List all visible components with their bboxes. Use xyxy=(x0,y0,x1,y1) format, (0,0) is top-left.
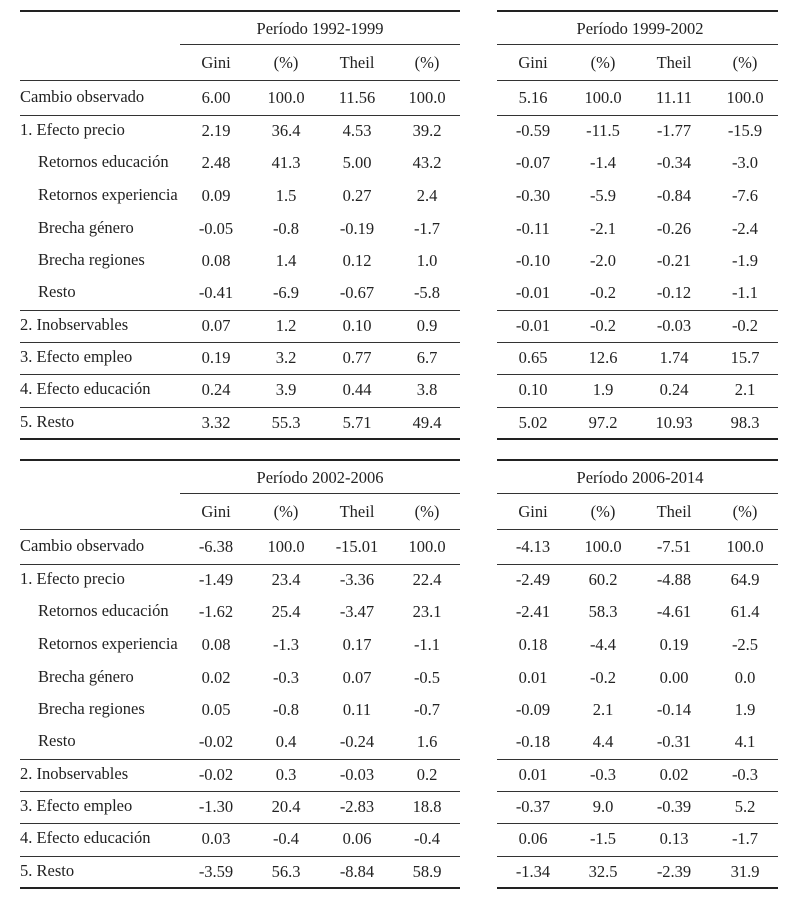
row-label: 2. Inobservables xyxy=(20,315,129,334)
table-cell: 0.65 xyxy=(518,348,548,367)
row-separator xyxy=(20,310,460,311)
table-cell: 5.02 xyxy=(518,413,548,432)
table-cell: 2.19 xyxy=(201,121,231,140)
table-cell: 0.10 xyxy=(342,316,372,335)
header-underline xyxy=(20,529,460,530)
table-cell: -0.8 xyxy=(272,700,300,719)
table-cell: -1.77 xyxy=(656,121,692,140)
table-cell: 3.2 xyxy=(275,348,297,367)
table-cell: -0.11 xyxy=(516,219,550,238)
row-separator xyxy=(20,564,460,565)
table-cell: -2.49 xyxy=(515,570,551,589)
table-cell: 97.2 xyxy=(588,413,618,432)
table-cell: -3.0 xyxy=(731,153,759,172)
table-cell: -0.2 xyxy=(731,316,759,335)
table-cell: -5.9 xyxy=(589,186,617,205)
row-separator xyxy=(20,791,460,792)
row-separator xyxy=(20,115,460,116)
row-separator xyxy=(497,115,778,116)
table-cell: 1.9 xyxy=(592,380,614,399)
table-cell: 1.74 xyxy=(659,348,689,367)
table-cell: -0.2 xyxy=(589,316,617,335)
table-cell: 36.4 xyxy=(271,121,301,140)
table-cell: 23.1 xyxy=(412,602,442,621)
column-header: (%) xyxy=(414,53,440,72)
table-cell: 1.6 xyxy=(416,732,438,751)
table-cell: 4.53 xyxy=(342,121,372,140)
table-cell: 0.03 xyxy=(201,829,231,848)
table-cell: -0.14 xyxy=(656,700,692,719)
table-cell: 6.7 xyxy=(416,348,438,367)
table-cell: -0.05 xyxy=(198,219,234,238)
row-separator xyxy=(20,856,460,857)
table-cell: 61.4 xyxy=(730,602,760,621)
row-label: 5. Resto xyxy=(20,861,75,880)
table-cell: 22.4 xyxy=(412,570,442,589)
table-bottom-rule xyxy=(20,438,460,440)
table-cell: 98.3 xyxy=(730,413,760,432)
table-cell: -0.07 xyxy=(515,153,551,172)
table-cell: 39.2 xyxy=(412,121,442,140)
table-cell: 0.4 xyxy=(275,732,297,751)
row-label: 3. Efecto empleo xyxy=(20,347,133,366)
table-cell: 4.4 xyxy=(592,732,614,751)
table-cell: 58.9 xyxy=(412,862,442,881)
row-separator xyxy=(497,374,778,375)
table-cell: -7.6 xyxy=(731,186,759,205)
table-cell: 0.02 xyxy=(659,765,689,784)
table-cell: -0.3 xyxy=(272,668,300,687)
row-label: Retornos educación xyxy=(38,152,169,171)
header-underline xyxy=(497,80,778,81)
table-cell: -0.2 xyxy=(589,283,617,302)
table-cell: -4.61 xyxy=(656,602,692,621)
table-cell: -0.24 xyxy=(339,732,375,751)
table-cell: 100.0 xyxy=(408,537,446,556)
row-separator xyxy=(497,759,778,760)
row-separator xyxy=(497,856,778,857)
table-cell: -0.02 xyxy=(198,765,234,784)
table-cell: 100.0 xyxy=(584,537,622,556)
table-cell: -7.51 xyxy=(656,537,692,556)
table-cell: -1.62 xyxy=(198,602,234,621)
table-cell: 5.16 xyxy=(518,88,548,107)
table-cell: 25.4 xyxy=(271,602,301,621)
table-cell: -3.47 xyxy=(339,602,375,621)
row-label: Cambio observado xyxy=(20,87,145,106)
row-label: 1. Efecto precio xyxy=(20,120,125,139)
table-cell: -5.8 xyxy=(413,283,441,302)
table-cell: 60.2 xyxy=(588,570,618,589)
table-cell: 0.08 xyxy=(201,635,231,654)
table-cell: -0.67 xyxy=(339,283,375,302)
table-cell: 2.1 xyxy=(592,700,614,719)
column-header: Gini xyxy=(201,53,231,72)
row-label: Brecha género xyxy=(38,218,134,237)
table-cell: 0.01 xyxy=(518,668,548,687)
table-cell: 41.3 xyxy=(271,153,301,172)
table-cell: -1.9 xyxy=(731,251,759,270)
row-label: Cambio observado xyxy=(20,536,145,555)
table-cell: -0.2 xyxy=(589,668,617,687)
table-cell: 1.9 xyxy=(734,700,756,719)
table-bottom-rule xyxy=(20,887,460,889)
table-cell: 20.4 xyxy=(271,797,301,816)
table-cell: 1.5 xyxy=(275,186,297,205)
table-cell: -4.4 xyxy=(589,635,617,654)
header-underline xyxy=(497,529,778,530)
table-cell: -1.34 xyxy=(515,862,551,881)
table-cell: 0.18 xyxy=(518,635,548,654)
table-cell: -0.09 xyxy=(515,700,551,719)
row-label: Brecha regiones xyxy=(38,699,145,718)
table-cell: 56.3 xyxy=(271,862,301,881)
table-cell: -0.4 xyxy=(413,829,441,848)
table-cell: -15.9 xyxy=(727,121,763,140)
row-label: Retornos experiencia xyxy=(38,185,178,204)
column-header: (%) xyxy=(273,53,299,72)
table-cell: -2.4 xyxy=(731,219,759,238)
table-cell: 100.0 xyxy=(408,88,446,107)
table-cell: 0.07 xyxy=(342,668,372,687)
table-cell: -4.88 xyxy=(656,570,692,589)
table-cell: 12.6 xyxy=(588,348,618,367)
table-cell: -0.7 xyxy=(413,700,441,719)
row-label: Resto xyxy=(38,731,76,750)
table-cell: -0.39 xyxy=(656,797,692,816)
row-separator xyxy=(20,342,460,343)
table-cell: 0.13 xyxy=(659,829,689,848)
table-cell: -0.03 xyxy=(339,765,375,784)
table-cell: -0.41 xyxy=(198,283,234,302)
column-header: Theil xyxy=(339,502,375,521)
table-cell: -11.5 xyxy=(586,121,620,140)
table-cell: 9.0 xyxy=(592,797,614,816)
table-cell: -0.12 xyxy=(656,283,692,302)
table-cell: 3.32 xyxy=(201,413,231,432)
table-cell: 0.10 xyxy=(518,380,548,399)
table-cell: 0.06 xyxy=(518,829,548,848)
table-cell: -2.0 xyxy=(589,251,617,270)
table-cell: 0.11 xyxy=(342,700,372,719)
table-cell: -1.49 xyxy=(198,570,234,589)
column-header: Theil xyxy=(656,502,692,521)
row-separator xyxy=(497,407,778,408)
table-cell: -0.10 xyxy=(515,251,551,270)
table-cell: -0.4 xyxy=(272,829,300,848)
row-label: 3. Efecto empleo xyxy=(20,796,133,815)
table-cell: -1.7 xyxy=(413,219,441,238)
table-cell: 0.2 xyxy=(416,765,438,784)
period-underline xyxy=(180,44,460,45)
period-header: Período 2006-2014 xyxy=(576,468,704,487)
table-cell: 43.2 xyxy=(412,153,442,172)
row-separator xyxy=(20,407,460,408)
period-underline xyxy=(180,493,460,494)
column-header: Theil xyxy=(339,53,375,72)
table-cell: 11.56 xyxy=(338,88,376,107)
table-cell: 0.77 xyxy=(342,348,372,367)
table-cell: -0.30 xyxy=(515,186,551,205)
table-cell: -1.30 xyxy=(198,797,234,816)
table-cell: 10.93 xyxy=(655,413,693,432)
table-cell: 0.27 xyxy=(342,186,372,205)
table-cell: -3.59 xyxy=(198,862,234,881)
table-cell: -0.31 xyxy=(656,732,692,751)
table-cell: 0.19 xyxy=(201,348,231,367)
period-underline xyxy=(497,493,778,494)
table-cell: 0.01 xyxy=(518,765,548,784)
table-cell: -2.41 xyxy=(515,602,551,621)
table-cell: 1.4 xyxy=(275,251,297,270)
table-cell: 0.12 xyxy=(342,251,372,270)
table-cell: 100.0 xyxy=(584,88,622,107)
row-label: 1. Efecto precio xyxy=(20,569,125,588)
row-label: Brecha regiones xyxy=(38,250,145,269)
table-cell: 4.1 xyxy=(734,732,756,751)
table-cell: 1.0 xyxy=(416,251,438,270)
table-cell: -0.26 xyxy=(656,219,692,238)
row-separator xyxy=(20,374,460,375)
table-cell: -4.13 xyxy=(515,537,551,556)
table-top-rule xyxy=(497,459,778,461)
table-cell: 0.3 xyxy=(275,765,297,784)
column-header: (%) xyxy=(732,502,758,521)
table-cell: 0.19 xyxy=(659,635,689,654)
row-label: 5. Resto xyxy=(20,412,75,431)
table-cell: -0.59 xyxy=(515,121,551,140)
table-bottom-rule xyxy=(497,438,778,440)
column-header: Gini xyxy=(201,502,231,521)
table-cell: 49.4 xyxy=(412,413,442,432)
column-header: (%) xyxy=(590,502,616,521)
table-cell: 0.24 xyxy=(201,380,231,399)
table-cell: -3.36 xyxy=(339,570,375,589)
column-header: (%) xyxy=(414,502,440,521)
row-separator xyxy=(497,823,778,824)
row-separator xyxy=(497,564,778,565)
table-cell: -6.9 xyxy=(272,283,300,302)
table-cell: 64.9 xyxy=(730,570,760,589)
table-cell: 100.0 xyxy=(267,537,305,556)
table-cell: 100.0 xyxy=(726,537,764,556)
column-header: Gini xyxy=(518,53,548,72)
table-cell: 5.71 xyxy=(342,413,372,432)
table-cell: -8.84 xyxy=(339,862,375,881)
table-cell: 58.3 xyxy=(588,602,618,621)
table-cell: -2.5 xyxy=(731,635,759,654)
row-label: Retornos experiencia xyxy=(38,634,178,653)
table-cell: -0.19 xyxy=(339,219,375,238)
row-separator xyxy=(20,823,460,824)
table-cell: -1.1 xyxy=(413,635,441,654)
table-cell: 3.8 xyxy=(416,380,438,399)
table-cell: 100.0 xyxy=(267,88,305,107)
table-cell: 0.00 xyxy=(659,668,689,687)
table-top-rule xyxy=(20,459,460,461)
header-underline xyxy=(20,80,460,81)
column-header: (%) xyxy=(590,53,616,72)
table-cell: 18.8 xyxy=(412,797,442,816)
period-header: Período 1992-1999 xyxy=(256,19,384,38)
table-cell: 0.9 xyxy=(416,316,438,335)
row-label: 4. Efecto educación xyxy=(20,828,151,847)
table-cell: -0.21 xyxy=(656,251,692,270)
row-separator xyxy=(497,310,778,311)
table-cell: 0.24 xyxy=(659,380,689,399)
column-header: (%) xyxy=(273,502,299,521)
table-cell: -0.03 xyxy=(656,316,692,335)
table-cell: 2.4 xyxy=(416,186,438,205)
table-cell: 15.7 xyxy=(730,348,760,367)
table-cell: 0.17 xyxy=(342,635,372,654)
table-cell: 5.00 xyxy=(342,153,372,172)
table-cell: -0.02 xyxy=(198,732,234,751)
table-cell: 2.48 xyxy=(201,153,231,172)
table-cell: -2.83 xyxy=(339,797,375,816)
period-header: Período 2002-2006 xyxy=(256,468,384,487)
column-header: (%) xyxy=(732,53,758,72)
table-cell: 6.00 xyxy=(201,88,231,107)
table-cell: 0.44 xyxy=(342,380,372,399)
table-cell: -0.01 xyxy=(515,283,551,302)
row-separator xyxy=(20,759,460,760)
table-cell: -0.01 xyxy=(515,316,551,335)
row-separator xyxy=(497,791,778,792)
column-header: Theil xyxy=(656,53,692,72)
table-cell: 1.2 xyxy=(275,316,297,335)
table-top-rule xyxy=(497,10,778,12)
row-label: 2. Inobservables xyxy=(20,764,129,783)
table-cell: -0.3 xyxy=(731,765,759,784)
table-cell: -0.3 xyxy=(589,765,617,784)
table-cell: 0.09 xyxy=(201,186,231,205)
table-cell: 100.0 xyxy=(726,88,764,107)
table-cell: -0.18 xyxy=(515,732,551,751)
row-separator xyxy=(497,342,778,343)
table-cell: 0.02 xyxy=(201,668,231,687)
column-header: Gini xyxy=(518,502,548,521)
table-cell: -2.1 xyxy=(589,219,617,238)
table-bottom-rule xyxy=(497,887,778,889)
table-cell: -0.5 xyxy=(413,668,441,687)
table-cell: -0.34 xyxy=(656,153,692,172)
table-cell: 5.2 xyxy=(734,797,756,816)
table-cell: -1.3 xyxy=(272,635,300,654)
table-cell: -1.5 xyxy=(589,829,617,848)
row-label: Retornos educación xyxy=(38,601,169,620)
table-cell: 11.11 xyxy=(656,88,692,107)
table-cell: 23.4 xyxy=(271,570,301,589)
table-cell: 0.08 xyxy=(201,251,231,270)
table-cell: -2.39 xyxy=(656,862,692,881)
row-label: Brecha género xyxy=(38,667,134,686)
table-cell: 0.07 xyxy=(201,316,231,335)
row-label: Resto xyxy=(38,282,76,301)
table-cell: -1.1 xyxy=(731,283,759,302)
table-cell: 32.5 xyxy=(588,862,618,881)
table-cell: 55.3 xyxy=(271,413,301,432)
table-cell: -0.84 xyxy=(656,186,692,205)
table-cell: 0.0 xyxy=(734,668,756,687)
period-underline xyxy=(497,44,778,45)
table-top-rule xyxy=(20,10,460,12)
period-header: Período 1999-2002 xyxy=(576,19,704,38)
row-label: 4. Efecto educación xyxy=(20,379,151,398)
table-cell: 31.9 xyxy=(730,862,760,881)
table-cell: -0.8 xyxy=(272,219,300,238)
table-cell: 2.1 xyxy=(734,380,756,399)
table-cell: -6.38 xyxy=(198,537,234,556)
table-cell: 0.06 xyxy=(342,829,372,848)
table-cell: -15.01 xyxy=(335,537,379,556)
table-cell: -1.4 xyxy=(589,153,617,172)
table-cell: -0.37 xyxy=(515,797,551,816)
table-cell: -1.7 xyxy=(731,829,759,848)
table-cell: 0.05 xyxy=(201,700,231,719)
table-cell: 3.9 xyxy=(275,380,297,399)
